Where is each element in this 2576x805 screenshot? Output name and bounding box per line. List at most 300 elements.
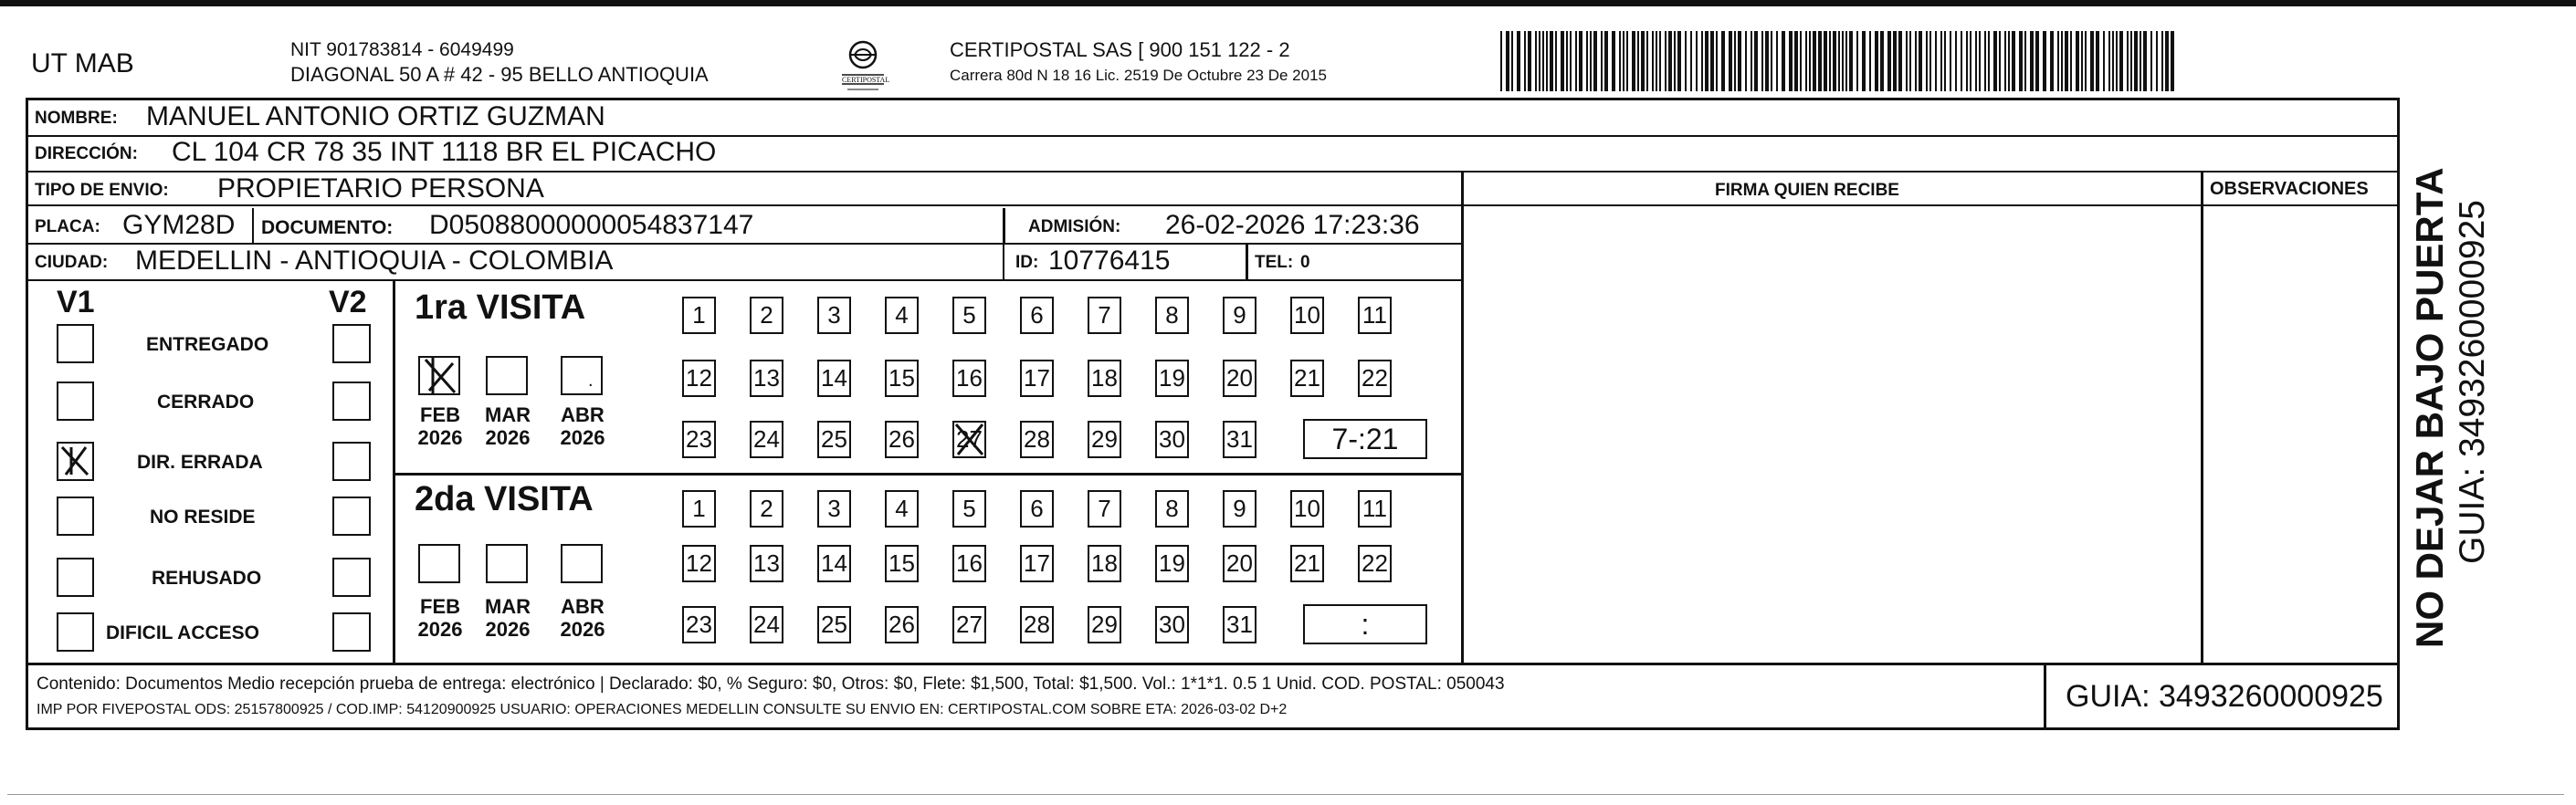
- month-name: FEB: [420, 595, 460, 618]
- day-box[interactable]: [682, 490, 716, 528]
- day-number: 8: [1165, 495, 1179, 522]
- day-box[interactable]: [682, 297, 716, 334]
- barcode-bar: [1761, 31, 1763, 91]
- barcode-bar: [1833, 31, 1836, 91]
- day-box[interactable]: [952, 421, 986, 458]
- barcode-bar: [1641, 31, 1645, 91]
- day-number: 9: [1233, 301, 1246, 329]
- tel-value: 0: [1300, 253, 1310, 272]
- month-label: [413, 403, 468, 450]
- day-box[interactable]: [1088, 421, 1121, 458]
- day-box[interactable]: [1155, 490, 1189, 528]
- v1-checkbox[interactable]: [57, 382, 94, 421]
- day-number: 5: [962, 495, 976, 522]
- day-number: 10: [1294, 495, 1320, 522]
- month-year: 2026: [417, 426, 463, 450]
- sender-address: DIAGONAL 50 A # 42 - 95 BELLO ANTIOQUIA: [290, 63, 709, 86]
- barcode-bar: [1993, 31, 1997, 91]
- day-box[interactable]: [885, 297, 919, 334]
- direccion-label: DIRECCIÓN:: [35, 144, 138, 163]
- barcode-bar: [1782, 31, 1785, 91]
- v1-checkbox[interactable]: [57, 558, 94, 597]
- day-box[interactable]: [1358, 490, 1392, 528]
- day-number: 30: [1159, 611, 1185, 638]
- day-box[interactable]: [1290, 490, 1324, 528]
- month-name: MAR: [484, 403, 531, 426]
- v2-checkbox[interactable]: [332, 558, 371, 597]
- day-number: 19: [1159, 549, 1185, 577]
- barcode-bar: [1929, 31, 1931, 91]
- placa-label: PLACA:: [35, 217, 100, 236]
- day-number: 24: [753, 611, 780, 638]
- barcode-bar: [1721, 31, 1725, 91]
- barcode-bar: [1659, 31, 1661, 91]
- barcode-bar: [2108, 31, 2110, 91]
- v2-checkbox[interactable]: [332, 382, 371, 421]
- month-label: [480, 403, 535, 450]
- contenido-line: Contenido: Documentos Medio recepción prueba de entrega: electrónico | Declarado: $0, % Seguro: $0, Otros: $0, Flete: $1,500, Total: $1,500. Vol.: 1*1*1. 0.5 1 Unid. COD. POSTAL: 050043: [37, 674, 1505, 694]
- reason-label: DIFICIL ACCESO: [106, 622, 260, 643]
- imp-line: IMP POR FIVEPOSTAL ODS: 25157800925 / COD.IMP: 54120900925 USUARIO: OPERACIONES MEDELLIN CONSULTE SU ENVIO EN: CERTIPOSTAL.COM SOBRE ETA: 2026-03-02 D+2: [37, 702, 1288, 717]
- day-number: 3: [827, 301, 841, 329]
- barcode-bar: [2090, 31, 2094, 91]
- day-number: 30: [1159, 425, 1185, 453]
- barcode-bar: [2004, 31, 2006, 91]
- day-number: 4: [895, 495, 909, 522]
- barcode-bar: [2076, 31, 2079, 91]
- barcode-bar: [2065, 31, 2068, 91]
- day-number: 17: [1024, 364, 1050, 392]
- sender-nit: NIT 901783814 - 6049499: [290, 39, 514, 60]
- barcode-bar: [1738, 31, 1741, 91]
- day-number: 17: [1024, 549, 1050, 577]
- no-dejar-text: NO DEJAR BAJO PUERTA: [2408, 167, 2451, 648]
- documento-value: D05088000000054837147: [429, 210, 754, 240]
- day-box[interactable]: [952, 297, 986, 334]
- day-number: 11: [1362, 495, 1387, 522]
- month-checkbox[interactable]: [418, 544, 460, 583]
- barcode-bar: [1668, 31, 1672, 91]
- barcode-bar: [1849, 31, 1853, 91]
- visit-title: 2da VISITA: [415, 480, 594, 518]
- admision-value: 26-02-2026 17:23:36: [1165, 210, 1420, 240]
- day-box[interactable]: [750, 490, 783, 528]
- barcode-bar: [2140, 31, 2141, 91]
- day-box[interactable]: [952, 606, 986, 643]
- ciudad-value: MEDELLIN - ANTIOQUIA - COLOMBIA: [135, 246, 614, 276]
- barcode-bar: [2057, 31, 2059, 91]
- barcode-bar: [1975, 31, 1977, 91]
- day-box[interactable]: [682, 545, 716, 582]
- day-box[interactable]: [1020, 360, 1054, 397]
- barcode-bar: [1893, 31, 1897, 91]
- barcode-bar: [2043, 31, 2046, 91]
- barcode-bar: [2019, 31, 2023, 91]
- barcode-bar: [1919, 31, 1922, 91]
- v2-header: V2: [329, 285, 367, 319]
- day-box[interactable]: [1088, 490, 1121, 528]
- day-number: 5: [962, 301, 976, 329]
- barcode-bar: [1701, 31, 1703, 91]
- barcode-bar: [1601, 31, 1603, 91]
- month-year: 2026: [485, 426, 531, 450]
- barcode-bar: [1966, 31, 1968, 91]
- day-box[interactable]: [1358, 297, 1392, 334]
- day-number: 24: [753, 425, 780, 453]
- barcode-bar: [1656, 31, 1657, 91]
- day-box[interactable]: [1020, 606, 1054, 643]
- day-box[interactable]: [1290, 360, 1324, 397]
- day-box[interactable]: [750, 360, 783, 397]
- barcode-bar: [1880, 31, 1884, 91]
- license-line: Carrera 80d N 18 16 Lic. 2519 De Octubre 23 De 2015: [950, 67, 1327, 84]
- nombre-label: NOMBRE:: [35, 109, 118, 128]
- barcode-bar: [1940, 31, 1942, 91]
- day-number: 6: [1030, 495, 1044, 522]
- visit-title: 1ra VISITA: [415, 288, 586, 327]
- day-box[interactable]: [1155, 297, 1189, 334]
- day-box[interactable]: [1223, 421, 1256, 458]
- side-vertical-text: [2408, 100, 2548, 648]
- barcode-bar: [1623, 31, 1624, 91]
- barcode-bar: [1805, 31, 1807, 91]
- barcode-bar: [1909, 31, 1911, 91]
- day-number: 20: [1226, 364, 1253, 392]
- barcode-bar: [1612, 31, 1615, 91]
- barcode-bar: [1637, 31, 1639, 91]
- barcode-bar: [1506, 31, 1509, 91]
- day-number: 25: [821, 425, 847, 453]
- barcode-bar: [1999, 31, 2001, 91]
- firma-header: FIRMA QUIEN RECIBE: [1715, 181, 1899, 200]
- day-number: 25: [821, 611, 847, 638]
- v2-checkbox[interactable]: [332, 442, 371, 481]
- barcode-bar: [2024, 31, 2026, 91]
- barcode-bar: [1984, 31, 1986, 91]
- barcode-bar: [1771, 31, 1772, 91]
- barcode-bar: [2112, 31, 2114, 91]
- barcode-bar: [2116, 31, 2118, 91]
- barcode-bar: [1586, 31, 1588, 91]
- sender-name: UT MAB: [31, 48, 134, 78]
- barcode-bar: [1842, 31, 1844, 91]
- day-box[interactable]: [817, 490, 851, 528]
- barcode-bar: [1652, 31, 1654, 91]
- barcode-bar: [2070, 31, 2072, 91]
- day-number: 18: [1091, 364, 1118, 392]
- day-box[interactable]: [1223, 360, 1256, 397]
- barcode-bar: [1555, 31, 1557, 91]
- barcode-bar: [1561, 31, 1564, 91]
- day-number: 16: [956, 364, 983, 392]
- barcode-bar: [1955, 31, 1957, 91]
- barcode-bar: [1838, 31, 1840, 91]
- day-box[interactable]: [885, 490, 919, 528]
- day-box[interactable]: [817, 297, 851, 334]
- barcode-bar: [1776, 31, 1778, 91]
- barcode-bar: [1524, 31, 1526, 91]
- barcode-bar: [1988, 31, 1990, 91]
- barcode-bar: [1950, 31, 1951, 91]
- barcode-bar: [1824, 31, 1827, 91]
- month-year: 2026: [417, 618, 463, 642]
- day-box[interactable]: [952, 490, 986, 528]
- day-box[interactable]: [1020, 297, 1054, 334]
- tipo-envio-label: TIPO DE ENVIO:: [35, 181, 169, 200]
- check-mark-icon: [420, 358, 462, 397]
- nombre-value: MANUEL ANTONIO ORTIZ GUZMAN: [146, 101, 605, 131]
- barcode-bar: [2165, 31, 2169, 91]
- day-box[interactable]: [817, 421, 851, 458]
- barcode-bar: [1869, 31, 1871, 91]
- day-number: 29: [1091, 611, 1118, 638]
- v1-checkbox[interactable]: [57, 497, 94, 536]
- barcode-bar: [2061, 31, 2063, 91]
- time-box[interactable]: :: [1303, 604, 1427, 644]
- day-number: 14: [821, 549, 847, 577]
- barcode-bar: [1729, 31, 1732, 91]
- barcode-bar: [2081, 31, 2083, 91]
- day-box[interactable]: [1358, 360, 1392, 397]
- ciudad-label: CIUDAD:: [35, 253, 109, 272]
- day-box[interactable]: [682, 606, 716, 643]
- month-checkbox[interactable]: [486, 356, 528, 395]
- day-box[interactable]: [1358, 545, 1392, 582]
- day-box[interactable]: [1290, 297, 1324, 334]
- barcode-bar: [1862, 31, 1866, 91]
- day-number: 4: [895, 301, 909, 329]
- month-name: ABR: [561, 403, 605, 426]
- barcode-bar: [2035, 31, 2039, 91]
- day-number: 27: [956, 611, 983, 638]
- day-number: 7: [1098, 301, 1111, 329]
- barcode-bar: [2030, 31, 2034, 91]
- day-box[interactable]: [885, 360, 919, 397]
- month-checkbox[interactable]: [561, 544, 603, 583]
- month-checkbox[interactable]: [561, 356, 603, 395]
- barcode-bar: [2156, 31, 2158, 91]
- barcode-bar: [1961, 31, 1962, 91]
- day-number: 12: [686, 549, 712, 577]
- day-box[interactable]: [885, 606, 919, 643]
- day-box[interactable]: [885, 545, 919, 582]
- day-number: 20: [1226, 549, 1253, 577]
- day-box[interactable]: [1155, 360, 1189, 397]
- barcode-bar: [1539, 31, 1540, 91]
- barcode-bar: [1829, 31, 1831, 91]
- barcode-bar: [1590, 31, 1592, 91]
- barcode-bar: [1570, 31, 1572, 91]
- id-value: 10776415: [1048, 246, 1171, 276]
- day-number: 14: [821, 364, 847, 392]
- check-mark-icon: [58, 444, 91, 478]
- certipostal-logo: CERTIPOSTAL: [831, 37, 895, 97]
- barcode-bar: [1511, 31, 1513, 91]
- month-year: 2026: [560, 426, 605, 450]
- barcode-bar: [1915, 31, 1917, 91]
- day-box[interactable]: [750, 545, 783, 582]
- barcode-bar: [1754, 31, 1758, 91]
- v2-checkbox[interactable]: [332, 497, 371, 536]
- month-name: ABR: [561, 595, 605, 618]
- reason-label: NO RESIDE: [150, 507, 256, 528]
- barcode-bar: [1944, 31, 1946, 91]
- barcode-bar: [2150, 31, 2152, 91]
- day-box[interactable]: [1223, 297, 1256, 334]
- barcode-bar: [1535, 31, 1537, 91]
- day-box[interactable]: [1155, 421, 1189, 458]
- day-box[interactable]: [1290, 545, 1324, 582]
- check-mark-icon: [952, 421, 986, 458]
- day-box[interactable]: [1088, 297, 1121, 334]
- day-number: 31: [1226, 425, 1253, 453]
- day-box[interactable]: [952, 545, 986, 582]
- day-box[interactable]: [682, 360, 716, 397]
- day-box[interactable]: [885, 421, 919, 458]
- tipo-envio-value: PROPIETARIO PERSONA: [217, 173, 544, 204]
- day-box[interactable]: [1155, 606, 1189, 643]
- admision-label: ADMISIÓN:: [1028, 217, 1121, 236]
- barcode-bar: [1751, 31, 1752, 91]
- v1-header: V1: [57, 285, 95, 319]
- reason-label: REHUSADO: [152, 568, 262, 589]
- day-number: 22: [1362, 364, 1388, 392]
- day-box[interactable]: [1088, 360, 1121, 397]
- barcode-bar: [2008, 31, 2010, 91]
- barcode-bar: [1500, 31, 1502, 91]
- barcode-bar: [1887, 31, 1891, 91]
- barcode-bar: [1734, 31, 1736, 91]
- month-name: FEB: [420, 403, 460, 426]
- barcode-bar: [1528, 31, 1531, 91]
- v1-checkbox[interactable]: [57, 612, 94, 652]
- barcode-bar: [1970, 31, 1971, 91]
- barcode-bar: [2103, 31, 2105, 91]
- day-box[interactable]: [817, 606, 851, 643]
- documento-label: DOCUMENTO:: [261, 217, 394, 238]
- month-name: MAR: [484, 595, 531, 618]
- day-number: 2: [760, 301, 773, 329]
- barcode-bar: [1542, 31, 1544, 91]
- barcode-bar: [2050, 31, 2054, 91]
- barcode-bar: [2134, 31, 2138, 91]
- barcode-bar: [1685, 31, 1687, 91]
- id-label: ID:: [1015, 253, 1039, 272]
- barcode-bar: [1818, 31, 1822, 91]
- day-box[interactable]: [750, 421, 783, 458]
- month-label: [480, 595, 535, 642]
- company-line: CERTIPOSTAL SAS [ 900 151 122 - 2: [950, 38, 1290, 61]
- day-number: 13: [753, 549, 780, 577]
- barcode-bar: [2127, 31, 2129, 91]
- day-number: 13: [753, 364, 780, 392]
- barcode-bar: [2085, 31, 2087, 91]
- day-box[interactable]: [1020, 545, 1054, 582]
- day-number: 22: [1362, 549, 1388, 577]
- barcode-bar: [1593, 31, 1597, 91]
- barcode-bar: [1809, 31, 1811, 91]
- month-checkbox[interactable]: [418, 356, 460, 395]
- barcode-bar: [1745, 31, 1747, 91]
- barcode-bar: [1875, 31, 1878, 91]
- guia-box: GUIA: 3493260000925: [2066, 679, 2383, 714]
- day-box[interactable]: [750, 297, 783, 334]
- reason-label: CERRADO: [157, 392, 255, 413]
- day-box[interactable]: [1088, 545, 1121, 582]
- placa-value: GYM28D: [122, 210, 236, 240]
- day-box[interactable]: [817, 360, 851, 397]
- barcode-bar: [1546, 31, 1548, 91]
- day-box[interactable]: [1020, 421, 1054, 458]
- barcode-bar: [1550, 31, 1553, 91]
- reason-label: DIR. ERRADA: [137, 452, 263, 473]
- top-edge-bar: [0, 0, 2576, 6]
- day-box[interactable]: [682, 421, 716, 458]
- barcode-bar: [1789, 31, 1793, 91]
- day-box[interactable]: [1223, 545, 1256, 582]
- barcode-bar: [1690, 31, 1692, 91]
- tel-label: TEL:: [1255, 253, 1294, 272]
- day-number: 27: [956, 425, 983, 453]
- barcode-bar: [1856, 31, 1858, 91]
- day-box[interactable]: [952, 360, 986, 397]
- day-box[interactable]: [1088, 606, 1121, 643]
- barcode: [1500, 31, 2182, 91]
- barcode-bar: [1626, 31, 1628, 91]
- v2-checkbox[interactable]: [332, 324, 371, 363]
- day-number: 12: [686, 364, 712, 392]
- barcode-bar: [2130, 31, 2132, 91]
- barcode-bar: [1677, 31, 1681, 91]
- barcode-bar: [1696, 31, 1698, 91]
- barcode-bar: [1845, 31, 1847, 91]
- v1-checkbox[interactable]: [57, 442, 94, 481]
- day-box[interactable]: [817, 545, 851, 582]
- day-number: 28: [1024, 611, 1050, 638]
- day-number: 8: [1165, 301, 1179, 329]
- day-box[interactable]: [750, 606, 783, 643]
- barcode-bar: [1898, 31, 1902, 91]
- barcode-bar: [1665, 31, 1667, 91]
- day-number: 9: [1233, 495, 1246, 522]
- barcode-bar: [1566, 31, 1568, 91]
- day-box[interactable]: [1020, 490, 1054, 528]
- v1-checkbox[interactable]: [57, 324, 94, 363]
- day-number: 10: [1294, 301, 1320, 329]
- v2-checkbox[interactable]: [332, 612, 371, 652]
- day-number: 18: [1091, 549, 1118, 577]
- day-number: 6: [1030, 301, 1044, 329]
- month-checkbox[interactable]: [486, 544, 528, 583]
- month-label: [555, 403, 610, 450]
- barcode-bar: [1632, 31, 1635, 91]
- day-box[interactable]: [1223, 606, 1256, 643]
- barcode-bar: [2096, 31, 2099, 91]
- month-year: 2026: [560, 618, 605, 642]
- barcode-bar: [1646, 31, 1648, 91]
- day-box[interactable]: [1223, 490, 1256, 528]
- day-box[interactable]: [1155, 545, 1189, 582]
- barcode-bar: [2012, 31, 2015, 91]
- time-box[interactable]: 7-:21: [1303, 419, 1427, 459]
- day-number: 29: [1091, 425, 1118, 453]
- reason-label: ENTREGADO: [146, 334, 269, 355]
- day-number: 1: [692, 495, 706, 522]
- day-number: 21: [1294, 364, 1320, 392]
- day-number: 16: [956, 549, 983, 577]
- month-year: 2026: [485, 618, 531, 642]
- barcode-bar: [1979, 31, 1981, 91]
